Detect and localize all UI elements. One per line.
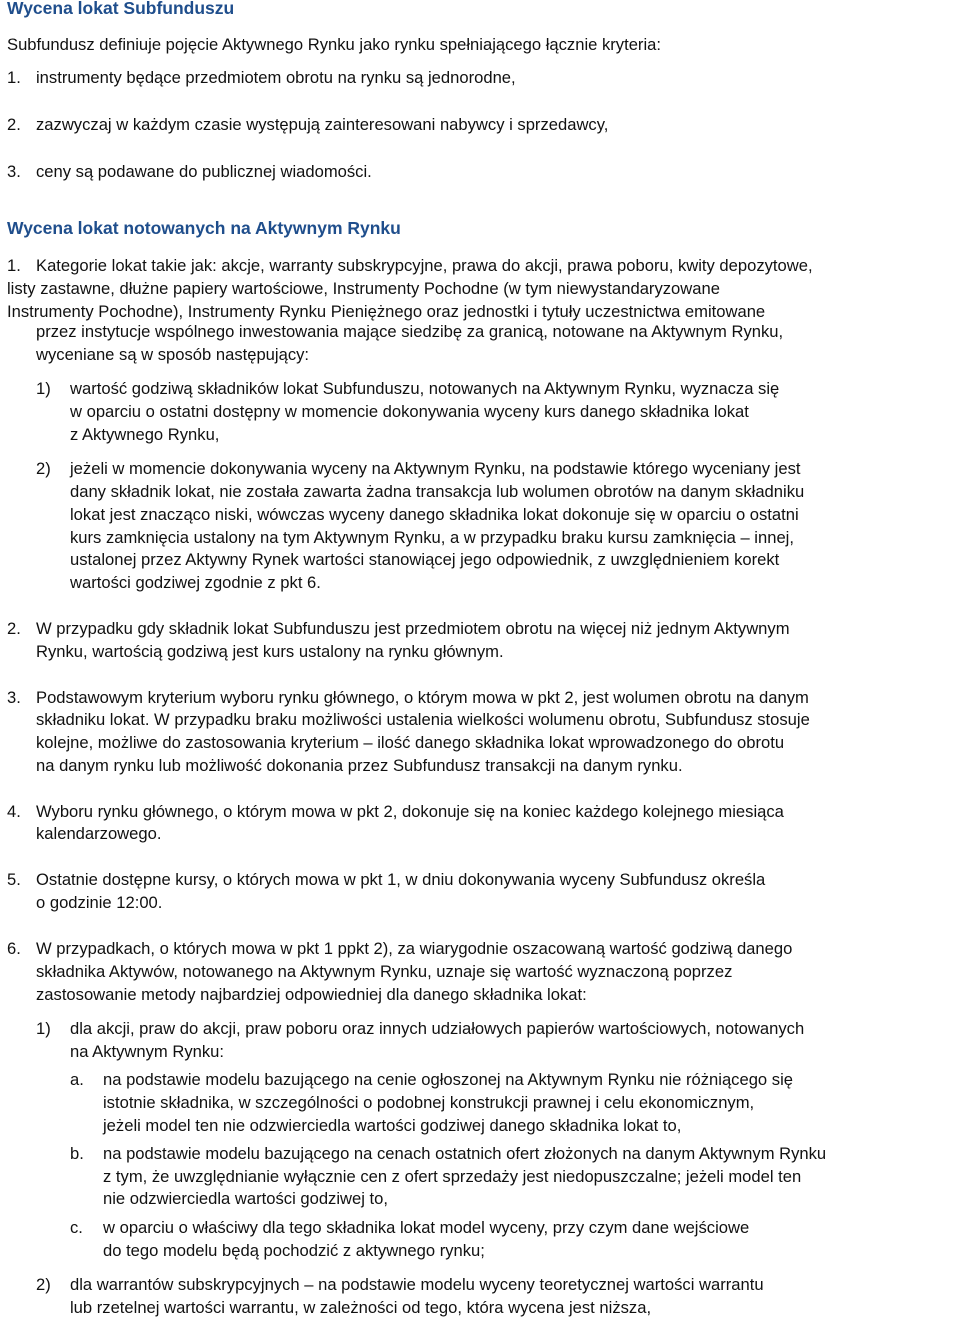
list-text: instrumenty będące przedmiotem obrotu na rynku są jednorodne, <box>36 68 516 87</box>
letter-line: na podstawie modelu bazującego na cenach ostatnich ofert złożonych na danym Aktywnym Rynku <box>103 1144 827 1163</box>
paragraph-line: Instrumenty Pochodne), Instrumenty Rynku Pieniężnego oraz jednostki i tytuły uczestnictwa emitowane <box>7 302 766 321</box>
sub-line: kurs zamknięcia ustalony na tym Aktywnym Rynku, a w przypadku braku kursu zamknięcia – innej, <box>70 528 794 547</box>
list-number: 2. <box>7 115 21 134</box>
paragraph-line: kalendarzowego. <box>36 824 162 843</box>
list-text: zazwyczaj w każdym czasie występują zainteresowani nabywcy i sprzedawcy, <box>36 115 609 134</box>
sub-line: z Aktywnego Rynku, <box>70 425 220 444</box>
letter-line: jeżeli model ten nie odzwierciedla wartości godziwej danego składnika lokat to, <box>103 1116 682 1135</box>
list-text: ceny są podawane do publicznej wiadomości. <box>36 162 372 181</box>
paragraph-line: W przypadku gdy składnik lokat Subfunduszu jest przedmiotem obrotu na więcej niż jednym Aktywnym <box>36 619 790 638</box>
paragraph-line: Kategorie lokat takie jak: akcje, warranty subskrypcyjne, prawa do akcji, prawa poboru, kwity depozytowe, <box>36 256 813 275</box>
sub-line: jeżeli w momencie dokonywania wyceny na Aktywnym Rynku, na podstawie którego wyceniany jest <box>70 459 801 478</box>
criteria-item <box>7 113 608 136</box>
sub-line: ustalonej przez Aktywny Rynek wartości stanowiącej jego odpowiednik, z uwzględnieniem korekt <box>70 550 780 569</box>
paragraph-line: składnika Aktywów, notowanego na Aktywnym Rynku, uznaje się wartość wyznaczoną poprzez <box>36 962 733 981</box>
paragraph-line: zastosowanie metody najbardziej odpowiedniej dla danego składnika lokat: <box>36 985 587 1004</box>
sub-number: 1) <box>36 379 51 398</box>
letter-number: a. <box>70 1070 84 1089</box>
paragraph-line: Ostatnie dostępne kursy, o których mowa w pkt 1, w dniu dokonywania wyceny Subfundusz określa <box>36 870 766 889</box>
criteria-item <box>7 66 516 89</box>
sub-line: dla warrantów subskrypcyjnych – na podstawie modelu wyceny teoretycznej wartości warrantu <box>70 1275 764 1294</box>
sub-number: 2) <box>36 459 51 478</box>
criteria-item <box>7 160 372 183</box>
sub-line: wartość godziwą składników lokat Subfunduszu, notowanych na Aktywnym Rynku, wyznacza się <box>70 379 780 398</box>
letter-line: nie odzwierciedla wartości godziwej to, <box>103 1189 388 1208</box>
sub-line: na Aktywnym Rynku: <box>70 1042 225 1061</box>
paragraph-line: przez instytucje wspólnego inwestowania mające siedzibę za granicą, notowane na Aktywnym Rynku, <box>36 322 784 341</box>
paragraph-number: 5. <box>7 870 21 889</box>
list-number: 3. <box>7 162 21 181</box>
paragraph-number: 2. <box>7 619 21 638</box>
intro-paragraph: Subfundusz definiuje pojęcie Aktywnego Rynku jako rynku spełniającego łącznie kryteria: <box>7 35 661 54</box>
sub-line: dany składnik lokat, nie została zawarta żadna transakcja lub wolumen obrotów na danym składniku <box>70 482 805 501</box>
sub-line: w oparciu o ostatni dostępny w momencie dokonywania wyceny kurs danego składnika lokat <box>70 402 749 421</box>
section-title-active-market: Wycena lokat notowanych na Aktywnym Rynku <box>7 218 401 238</box>
sub-line: wartości godziwej zgodnie z pkt 6. <box>70 573 321 592</box>
list-number: 1. <box>7 68 21 87</box>
paragraph-line: listy zastawne, dłużne papiery wartościowe, Instrumenty Pochodne (w tym niewystandaryzowane <box>7 279 720 298</box>
paragraph-number: 4. <box>7 802 21 821</box>
letter-line: na podstawie modelu bazującego na cenie ogłoszonej na Aktywnym Rynku nie różniącego się <box>103 1070 793 1089</box>
paragraph-line: Wyboru rynku głównego, o którym mowa w pkt 2, dokonuje się na koniec każdego kolejnego miesiąca <box>36 802 784 821</box>
paragraph-line: wyceniane są w sposób następujący: <box>36 345 310 364</box>
letter-line: z tym, że uwzględnianie wyłącznie cen z ofert sprzedaży jest niedopuszczalne; jeżeli model ten <box>103 1167 802 1186</box>
letter-number: b. <box>70 1144 84 1163</box>
paragraph-line: Podstawowym kryterium wyboru rynku głównego, o którym mowa w pkt 2, jest wolumen obrotu na danym <box>36 688 809 707</box>
paragraph-line: na danym rynku lub możliwość dokonania przez Subfundusz transakcji na danym rynku. <box>36 756 683 775</box>
paragraph-line: W przypadkach, o których mowa w pkt 1 ppkt 2), za wiarygodnie oszacowaną wartość godziwą danego <box>36 939 793 958</box>
letter-line: w oparciu o właściwy dla tego składnika lokat model wyceny, przy czym dane wejściowe <box>103 1218 750 1237</box>
paragraph-line: Rynku, wartością godziwą jest kurs ustalony na rynku głównym. <box>36 642 504 661</box>
section-title-valuation: Wycena lokat Subfunduszu <box>7 0 235 18</box>
paragraph-number: 1. <box>7 256 21 275</box>
paragraph-number: 6. <box>7 939 21 958</box>
paragraph-line: składniku lokat. W przypadku braku możliwości ustalenia wielkości wolumenu obrotu, Subfundusz stosuje <box>36 710 810 729</box>
letter-line: do tego modelu będą pochodzić z aktywnego rynku; <box>103 1241 485 1260</box>
paragraph-line: kolejne, możliwe do zastosowania kryterium – ilość danego składnika lokat wprowadzonego do obrotu <box>36 733 785 752</box>
sub-line: dla akcji, praw do akcji, praw poboru oraz innych udziałowych papierów wartościowych, notowanych <box>70 1019 805 1038</box>
sub-number: 1) <box>36 1019 51 1038</box>
paragraph-line: o godzinie 12:00. <box>36 893 163 912</box>
sub-line: lub rzetelnej wartości warrantu, w zależności od tego, która wycena jest niższa, <box>70 1298 652 1317</box>
letter-line: istotnie składnika, w szczególności o podobnej konstrukcji prawnej i celu ekonomicznym, <box>103 1093 755 1112</box>
sub-line: lokat jest znacząco niski, wówczas wyceny danego składnika lokat dokonuje się w oparciu o ostatni <box>70 505 799 524</box>
letter-number: c. <box>70 1218 83 1237</box>
paragraph-number: 3. <box>7 688 21 707</box>
sub-number: 2) <box>36 1275 51 1294</box>
